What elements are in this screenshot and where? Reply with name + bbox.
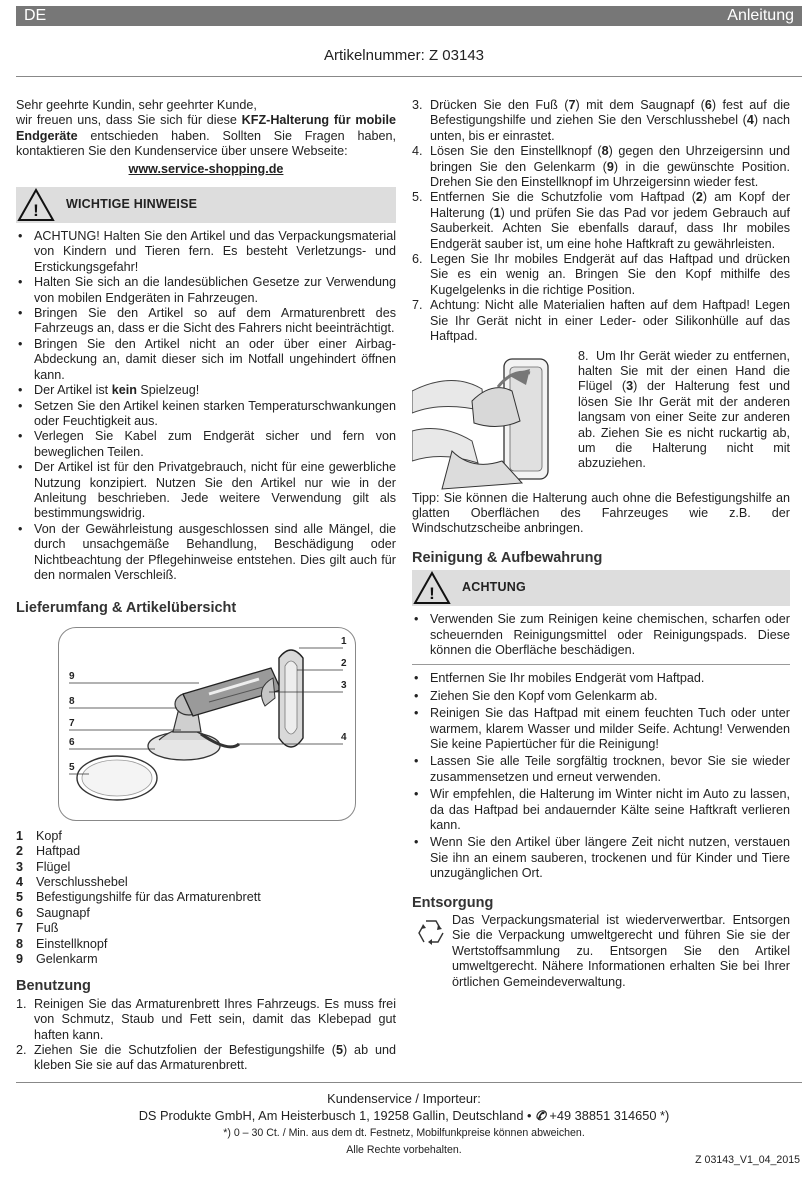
list-item: • Der Artikel ist für den Privatgebrauch, nicht für eine gewerbliche Nutzung konzipiert. Nutzen Sie den Artikel nur wie in der Anleitung beschrieben. Jede weitere Verwendung gilt als bestimmungswidrig. — [16, 460, 396, 522]
svg-text:!: ! — [33, 201, 39, 221]
list-item: • Wenn Sie den Artikel über längere Zeit nicht nutzen, verstauen Sie ihn an einem sauberen, trockenen und für Kinder und Tiere unzugänglichen Ort. — [412, 835, 790, 881]
part-item: 5 Befestigungshilfe für das Armaturenbrett — [16, 890, 261, 905]
list-item: • Von der Gewährleistung ausgeschlossen sind alle Mängel, die durch unsachgemäße Behandlung, Beschädigung oder Nichtbeachtung der Pflegehinweise entstehen. Dies gilt auch für den normalen Verschleiß. — [16, 522, 396, 584]
list-item: • Lassen Sie alle Teile sorgfältig trocknen, bevor Sie sie wieder zusammensetzen und erneut verwenden. — [412, 754, 790, 785]
warning-icon — [16, 187, 56, 223]
list-item: • Ziehen Sie den Kopf vom Gelenkarm ab. — [412, 689, 790, 704]
part-item: 4 Verschlusshebel — [16, 874, 128, 889]
cleaning-warning-bar — [412, 570, 790, 606]
part-item: 3 Flügel — [16, 859, 71, 874]
footer-note: *) 0 – 30 Ct. / Min. aus dem dt. Festnetz, Mobilfunkpreise können abweichen. — [223, 1127, 585, 1139]
left-column — [16, 98, 396, 1074]
article-number: Artikelnummer: Z 03143 — [323, 47, 485, 64]
usage-step: 5. Entfernen Sie die Schutzfolie vom Haftpad (2) am Kopf der Halterung (1) und prüfen Sie das Pad vor jedem Gebrauch auf Sauberkeit. Achten Sie ebenfalls darauf, dass Ihr mobiles Endgerät sauber ist, um eine hohe Haftkraft zu gewährleisten. — [412, 190, 791, 251]
usage-step: 2. Ziehen Sie die Schutzfolien der Befestigungshilfe (5) ab und kleben Sie sie auf das Armaturenbrett. — [16, 1042, 396, 1073]
disposal-block — [412, 913, 790, 990]
important-notes-label: WICHTIGE HINWEISE — [66, 197, 198, 212]
list-item: • Reinigen Sie das Haftpad mit einem feuchten Tuch oder unter warmem, klarem Wasser und milder Seife. Achtung! Verwenden Sie keine Papiertücher für die Reinigung! — [412, 706, 790, 752]
callout-9: 9 — [69, 670, 75, 682]
usage-step: 4. Lösen Sie den Einstellknopf (8) gegen den Uhrzeigersinn und bringen Sie den Gelenkarm (9) in die gewünschte Position. Drehen Sie den Einstellknopf im Uhrzeigersinn wieder fest. — [412, 144, 791, 190]
product-name: KFZ-Halterung für mobile Endgeräte — [16, 113, 396, 143]
callout-5: 5 — [69, 761, 75, 773]
cleaning-divider — [412, 664, 790, 665]
list-item: • Halten Sie sich an die landesüblichen Gesetze zur Verwendung von mobilen Endgeräten in Fahrzeugen. — [16, 275, 396, 306]
callout-6: 6 — [69, 736, 75, 748]
usage-step: 1. Reinigen Sie das Armaturenbrett Ihres Fahrzeugs. Es muss frei von Schmutz, Staub und Fett sein, damit das Klebepad gut haften kann. — [16, 996, 396, 1042]
usage-step: 7. Achtung: Nicht alle Materialien haften auf dem Haftpad! Legen Sie Ihr Gerät nicht in einer Leder- oder Silikonhülle auf das Haftpad. — [412, 298, 790, 344]
footer-service: Kundenservice / Importeur: — [327, 1091, 481, 1106]
callout-1: 1 — [341, 635, 347, 647]
part-item: 1 Kopf — [16, 828, 62, 843]
callout-7: 7 — [69, 717, 75, 729]
greeting: Sehr geehrte Kundin, sehr geehrter Kunde, — [16, 98, 257, 112]
tip-text: Tipp: Sie können die Halterung auch ohne die Befestigungshilfe an glatten Oberflächen des Fahrzeuges wie z.B. der Windschutzscheibe anbringen. — [412, 490, 790, 536]
list-item: • Bringen Sie den Artikel so auf dem Armaturenbrett des Fahrzeugs an, dass er die Sicht des Fahrers nicht beeinträchtigt. — [16, 306, 396, 337]
callout-2: 2 — [341, 657, 347, 669]
list-item: • Verwenden Sie zum Reinigen keine chemischen, scharfen oder scheuernden Reinigungsmittel oder Reinigungspads. Diese können die Oberfläche beschädigen. — [412, 612, 790, 658]
list-item: • ACHTUNG! Halten Sie den Artikel und das Verpackungsmaterial von Kindern und Tieren fern. Es besteht Verletzungs- und Erstickungsgefahr! — [16, 229, 396, 275]
callout-4: 4 — [341, 731, 347, 743]
list-item: • Wir empfehlen, die Halterung im Winter nicht im Auto zu lassen, da das Haftpad bei andauernder Kälte seine Haftkraft verlieren kann. — [412, 787, 790, 833]
list-item: • Bringen Sie den Artikel nicht an oder über einer Airbag-Abdeckung an, damit dieser sich im Notfall ungehindert öffnen kann. — [16, 337, 396, 383]
phone-icon: ✆ — [535, 1108, 546, 1123]
part-item: 7 Fuß — [16, 921, 59, 936]
disposal-heading: Entsorgung — [412, 894, 494, 911]
language-label: DE — [24, 7, 47, 24]
warning-icon — [412, 570, 452, 606]
right-column — [412, 98, 790, 990]
cleaning-heading: Reinigung & Aufbewahrung — [412, 549, 603, 566]
usage-steps-right — [412, 98, 790, 345]
parts-list — [16, 829, 396, 968]
list-item: • Setzen Sie den Artikel keinen starken Temperaturschwankungen oder Feuchtigkeit aus. — [16, 399, 396, 430]
important-notes-bar — [16, 187, 396, 223]
usage-steps-left — [16, 997, 396, 1074]
website-link[interactable]: www.service-shopping.de — [128, 161, 284, 176]
list-item: • Der Artikel ist kein Spielzeug! — [16, 383, 396, 398]
removal-illustration — [412, 351, 576, 491]
step-8-block — [412, 349, 790, 491]
product-drawing — [59, 628, 355, 820]
document-code: Z 03143_V1_04_2015 — [695, 1154, 800, 1166]
callout-3: 3 — [341, 679, 347, 691]
top-divider — [16, 76, 802, 77]
usage-step: 3. Drücken Sie den Fuß (7) mit dem Saugnapf (6) fest auf die Befestigungshilfe und ziehen Sie den Verschlusshebel (4) nach unten, bis er einrastet. — [412, 98, 791, 143]
important-notes-list — [16, 229, 396, 583]
svg-text:!: ! — [429, 584, 435, 604]
footer-rights: Alle Rechte vorbehalten. — [346, 1144, 462, 1156]
cleaning-warning-label: ACHTUNG — [462, 580, 526, 595]
part-item: 8 Einstellknopf — [16, 936, 108, 951]
usage-step: 6. Legen Sie Ihr mobiles Endgerät auf das Haftpad und drücken Sie es ein wenig an. Bringen Sie den Kopf mithilfe des Kugelgelenks in die richtige Position. — [412, 252, 790, 297]
recycle-icon — [414, 915, 448, 949]
overview-heading: Lieferumfang & Artikelübersicht — [16, 600, 237, 617]
document-title: Anleitung — [727, 7, 794, 24]
footer-divider — [16, 1082, 802, 1083]
product-overview-figure — [58, 627, 356, 821]
disposal-text: Das Verpackungsmaterial ist wiederverwertbar. Entsorgen Sie die Verpackung umweltgerecht und führen Sie sie der Wertstoffsammlung zu. Entsorgen Sie den Artikel umweltgerecht. Nähere Informationen erhalten Sie bei Ihrer örtlichen Gemeindeverwaltung. — [452, 913, 790, 989]
footer-phone: +49 38851 314650 *) — [549, 1108, 670, 1123]
part-item: 2 Haftpad — [16, 844, 81, 859]
list-item: • Entfernen Sie Ihr mobiles Endgerät vom Haftpad. — [412, 671, 790, 686]
usage-step-8: 8. Um Ihr Gerät wieder zu entfernen, halten Sie mit der einen Hand die Flügel (3) der Halterung fest und lösen Sie Ihr Gerät mit der anderen langsam von einer Seite zur anderen ab. Ziehen Sie es nicht ruckartig ab, um die Halterung nicht mit abzuziehen. — [578, 348, 791, 471]
header-bar — [16, 6, 802, 26]
footer-address: DS Produkte GmbH, Am Heisterbusch 1, 19258 Gallin, Deutschland • ✆ +49 38851 314650 *) — [138, 1108, 670, 1123]
part-item: 6 Saugnapf — [16, 905, 90, 920]
cleaning-warning-list — [412, 612, 790, 658]
part-item: 9 Gelenkarm — [16, 951, 98, 966]
intro-text: wir freuen uns, dass Sie sich für diese KFZ-Halterung für mobile Endgeräte entschieden haben. Sollten Sie Fragen haben, kontaktieren Sie den Kundenservice über unsere Webseite: — [16, 113, 396, 159]
list-item: • Verlegen Sie Kabel zum Endgerät sicher und fern von beweglichen Teilen. — [16, 429, 396, 460]
callout-8: 8 — [69, 695, 75, 707]
usage-heading: Benutzung — [16, 978, 91, 995]
cleaning-list — [412, 671, 790, 881]
